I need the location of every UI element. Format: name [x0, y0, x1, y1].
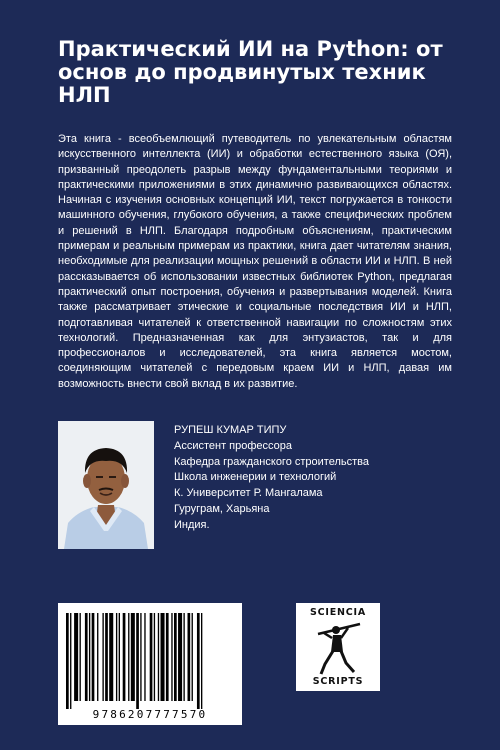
barcode-stripe [178, 613, 182, 701]
barcode-stripe [166, 613, 169, 701]
barcode-stripe [154, 613, 155, 701]
barcode-stripe [119, 613, 120, 701]
publisher-logo [296, 603, 380, 691]
author-position: Ассистент профессора [174, 439, 293, 452]
publisher-figure-icon [314, 620, 362, 676]
barcode-stripe [183, 613, 184, 701]
publisher-name-bottom: SCRIPTS [312, 676, 364, 687]
barcode-stripe [89, 613, 90, 701]
title-line-2: основ до продвинутых техник [58, 60, 426, 84]
barcode-stripe [150, 613, 153, 701]
author-school: Школа инженерии и технологий [174, 471, 337, 484]
publisher-name-top: SCIENCIA [309, 607, 367, 618]
barcode-stripe [128, 613, 129, 701]
author-info [174, 423, 464, 534]
book-title [58, 38, 458, 107]
author-photo [58, 421, 154, 549]
author-name: РУПЕШ КУМАР ТИПУ [174, 424, 287, 436]
isbn-number: 9786207777570 [92, 708, 208, 721]
barcode-stripe [140, 613, 141, 701]
barcode-stripe [97, 613, 98, 701]
barcode-stripe [131, 613, 135, 701]
barcode-stripe [80, 613, 81, 701]
barcode-stripe [192, 613, 193, 701]
barcode-stripe [116, 613, 117, 701]
barcode-stripe [161, 613, 165, 701]
barcode-stripe [136, 613, 139, 709]
barcode-stripe [74, 613, 78, 701]
author-department: Кафедра гражданского строительства [174, 455, 369, 468]
author-portrait-image [58, 421, 154, 549]
barcode-stripe [85, 613, 88, 701]
barcode-stripe [188, 613, 191, 701]
barcode-stripe [158, 613, 159, 701]
title-line-3: НЛП [58, 83, 111, 107]
barcode [58, 603, 242, 725]
barcode-stripe [66, 613, 69, 709]
barcode-bars [66, 613, 234, 709]
barcode-stripe [144, 613, 145, 701]
barcode-stripe [174, 613, 177, 701]
book-description: Эта книга - всеобъемлющий путеводитель по увлекательным областям искусственного интеллекта (ИИ) и обработки естественного языка (ОЯ), призванный преодолеть разрыв между фундаментальными теориями и практическими приложениями в этих динамично развивающихся областях. Начиная с изучения основных концепций ИИ, текст погружается в тонкости машинного обучения, глубокого обучения, а также специфических проблем и решений в НЛП. Благодаря подробным объяснениям, практическим примерам и реальным примерам из практики, книга дает читателям знания, необходимые для реализации мощных решений в области ИИ и НЛП. В ней рассказывается об использовании известных библиотек Python, предлагая практический опыт построения, обучения и развертывания моделей. Книга также рассматривает этические и социальные последствия ИИ и НЛП, подготавливая читателей к ответственной навигации по сложностям этих технологий. Предназначенная как для энтузиастов, так и для профессионалов и исследователей, эта книга является мостом, соединяющим читателей с передовым краем ИИ и НЛП, давая им возможность внести свой вклад в их развитие. [58, 133, 452, 390]
author-country: Индия. [174, 518, 210, 531]
barcode-stripe [92, 613, 95, 701]
title-line-1: Практический ИИ на Python: от [58, 37, 443, 61]
barcode-stripe [123, 613, 126, 701]
barcode-stripe [201, 613, 202, 709]
barcode-stripe [105, 613, 108, 701]
barcode-stripe [109, 613, 113, 701]
author-university: К. Университет Р. Мангалама [174, 487, 323, 500]
author-city: Гуруграм, Харьяна [174, 502, 270, 515]
barcode-stripe [102, 613, 103, 701]
barcode-stripe [70, 613, 71, 709]
barcode-stripe [197, 613, 200, 709]
barcode-stripe [171, 613, 172, 701]
